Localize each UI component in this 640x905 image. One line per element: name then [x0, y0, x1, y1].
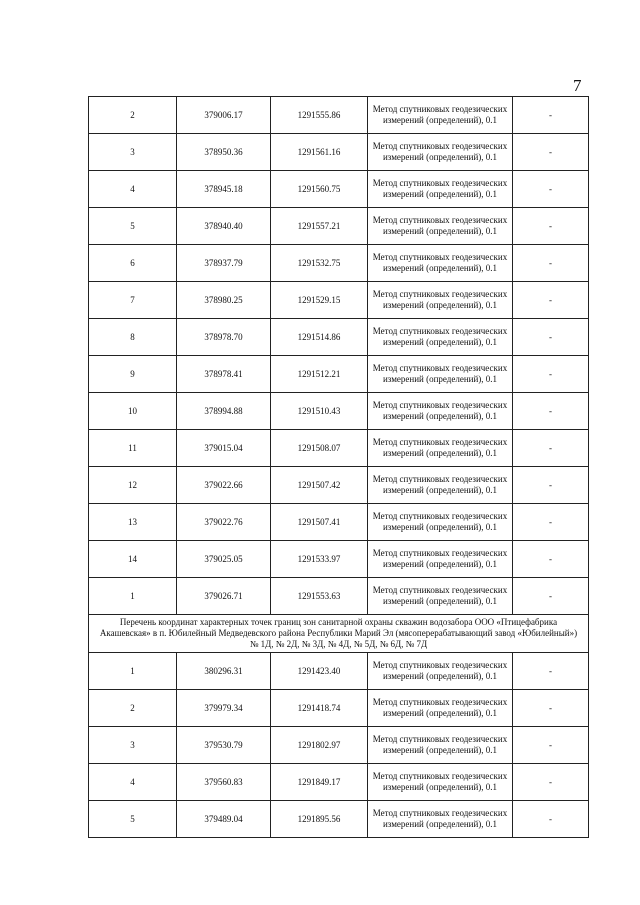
x-coordinate-cell: 379025.05: [177, 541, 271, 578]
point-number-cell: 10: [89, 393, 177, 430]
point-number-cell: 9: [89, 356, 177, 393]
note-cell: -: [513, 764, 589, 801]
y-coordinate-cell: 1291560.75: [271, 171, 368, 208]
y-coordinate-cell: 1291555.86: [271, 97, 368, 134]
y-coordinate-cell: 1291512.21: [271, 356, 368, 393]
table-row: [89, 690, 589, 727]
table-row: [89, 467, 589, 504]
x-coordinate-cell: 379026.71: [177, 578, 271, 615]
table2-body: [89, 653, 589, 838]
method-cell: Метод спутниковых геодезических измерений (определений), 0.1: [368, 578, 513, 615]
table-row: [89, 97, 589, 134]
x-coordinate-cell: 378978.41: [177, 356, 271, 393]
y-coordinate-cell: 1291507.42: [271, 467, 368, 504]
point-number-cell: 5: [89, 208, 177, 245]
x-coordinate-cell: 378994.88: [177, 393, 271, 430]
y-coordinate-cell: 1291532.75: [271, 245, 368, 282]
y-coordinate-cell: 1291514.86: [271, 319, 368, 356]
coordinates-table: [88, 96, 589, 838]
point-number-cell: 12: [89, 467, 177, 504]
method-cell: Метод спутниковых геодезических измерений (определений), 0.1: [368, 467, 513, 504]
table-row: [89, 134, 589, 171]
point-number-cell: 2: [89, 690, 177, 727]
point-number-cell: 13: [89, 504, 177, 541]
y-coordinate-cell: 1291508.07: [271, 430, 368, 467]
point-number-cell: 8: [89, 319, 177, 356]
point-number-cell: 14: [89, 541, 177, 578]
note-cell: -: [513, 171, 589, 208]
y-coordinate-cell: 1291418.74: [271, 690, 368, 727]
table-row: [89, 393, 589, 430]
table-row: [89, 764, 589, 801]
method-cell: Метод спутниковых геодезических измерений (определений), 0.1: [368, 504, 513, 541]
note-cell: -: [513, 393, 589, 430]
y-coordinate-cell: 1291510.43: [271, 393, 368, 430]
point-number-cell: 6: [89, 245, 177, 282]
x-coordinate-cell: 379489.04: [177, 801, 271, 838]
table-row: [89, 504, 589, 541]
note-cell: -: [513, 801, 589, 838]
note-cell: -: [513, 134, 589, 171]
point-number-cell: 1: [89, 578, 177, 615]
table-row: [89, 171, 589, 208]
y-coordinate-cell: 1291895.56: [271, 801, 368, 838]
method-cell: Метод спутниковых геодезических измерений (определений), 0.1: [368, 171, 513, 208]
x-coordinate-cell: 379015.04: [177, 430, 271, 467]
point-number-cell: 3: [89, 727, 177, 764]
table-row: [89, 208, 589, 245]
y-coordinate-cell: 1291533.97: [271, 541, 368, 578]
x-coordinate-cell: 379022.66: [177, 467, 271, 504]
x-coordinate-cell: 378950.36: [177, 134, 271, 171]
table-row: [89, 801, 589, 838]
note-cell: -: [513, 356, 589, 393]
table1-body: [89, 97, 589, 615]
note-cell: -: [513, 578, 589, 615]
note-cell: -: [513, 319, 589, 356]
page-number: 7: [573, 76, 582, 95]
table-row: [89, 430, 589, 467]
note-cell: -: [513, 282, 589, 319]
x-coordinate-cell: 380296.31: [177, 653, 271, 690]
note-cell: -: [513, 245, 589, 282]
note-cell: -: [513, 690, 589, 727]
method-cell: Метод спутниковых геодезических измерений (определений), 0.1: [368, 356, 513, 393]
y-coordinate-cell: 1291557.21: [271, 208, 368, 245]
method-cell: Метод спутниковых геодезических измерений (определений), 0.1: [368, 430, 513, 467]
note-cell: -: [513, 430, 589, 467]
y-coordinate-cell: 1291849.17: [271, 764, 368, 801]
point-number-cell: 4: [89, 764, 177, 801]
section-heading: Перечень координат характерных точек границ зон санитарной охраны скважин водозабора ООО «Птицефабрика Акашевская» в п. Юбилейный Медведевского района Республики Марий Эл (мясоперерабатывающий завод «Юбилейный») № 1Д, № 2Д, № 3Д, № 4Д, № 5Д, № 6Д, № 7Д: [89, 615, 589, 653]
note-cell: -: [513, 653, 589, 690]
note-cell: -: [513, 467, 589, 504]
point-number-cell: 3: [89, 134, 177, 171]
note-cell: -: [513, 97, 589, 134]
x-coordinate-cell: 379022.76: [177, 504, 271, 541]
note-cell: -: [513, 727, 589, 764]
point-number-cell: 5: [89, 801, 177, 838]
point-number-cell: 11: [89, 430, 177, 467]
point-number-cell: 4: [89, 171, 177, 208]
x-coordinate-cell: 379560.83: [177, 764, 271, 801]
x-coordinate-cell: 379979.34: [177, 690, 271, 727]
method-cell: Метод спутниковых геодезических измерений (определений), 0.1: [368, 282, 513, 319]
table-row: [89, 356, 589, 393]
y-coordinate-cell: 1291423.40: [271, 653, 368, 690]
x-coordinate-cell: 378945.18: [177, 171, 271, 208]
point-number-cell: 7: [89, 282, 177, 319]
x-coordinate-cell: 378980.25: [177, 282, 271, 319]
y-coordinate-cell: 1291802.97: [271, 727, 368, 764]
x-coordinate-cell: 378978.70: [177, 319, 271, 356]
y-coordinate-cell: 1291553.63: [271, 578, 368, 615]
table-row: [89, 727, 589, 764]
note-cell: -: [513, 541, 589, 578]
method-cell: Метод спутниковых геодезических измерений (определений), 0.1: [368, 97, 513, 134]
note-cell: -: [513, 504, 589, 541]
method-cell: Метод спутниковых геодезических измерений (определений), 0.1: [368, 245, 513, 282]
method-cell: Метод спутниковых геодезических измерений (определений), 0.1: [368, 727, 513, 764]
table-row: [89, 245, 589, 282]
y-coordinate-cell: 1291529.15: [271, 282, 368, 319]
point-number-cell: 2: [89, 97, 177, 134]
method-cell: Метод спутниковых геодезических измерений (определений), 0.1: [368, 801, 513, 838]
point-number-cell: 1: [89, 653, 177, 690]
note-cell: -: [513, 208, 589, 245]
method-cell: Метод спутниковых геодезических измерений (определений), 0.1: [368, 690, 513, 727]
method-cell: Метод спутниковых геодезических измерений (определений), 0.1: [368, 134, 513, 171]
table-row: [89, 653, 589, 690]
x-coordinate-cell: 378937.79: [177, 245, 271, 282]
method-cell: Метод спутниковых геодезических измерений (определений), 0.1: [368, 653, 513, 690]
method-cell: Метод спутниковых геодезических измерений (определений), 0.1: [368, 541, 513, 578]
table-row: [89, 578, 589, 615]
method-cell: Метод спутниковых геодезических измерений (определений), 0.1: [368, 319, 513, 356]
method-cell: Метод спутниковых геодезических измерений (определений), 0.1: [368, 393, 513, 430]
table-row: [89, 282, 589, 319]
method-cell: Метод спутниковых геодезических измерений (определений), 0.1: [368, 208, 513, 245]
x-coordinate-cell: 379006.17: [177, 97, 271, 134]
y-coordinate-cell: 1291507.41: [271, 504, 368, 541]
method-cell: Метод спутниковых геодезических измерений (определений), 0.1: [368, 764, 513, 801]
x-coordinate-cell: 379530.79: [177, 727, 271, 764]
table-row: [89, 541, 589, 578]
y-coordinate-cell: 1291561.16: [271, 134, 368, 171]
x-coordinate-cell: 378940.40: [177, 208, 271, 245]
table-row: [89, 319, 589, 356]
